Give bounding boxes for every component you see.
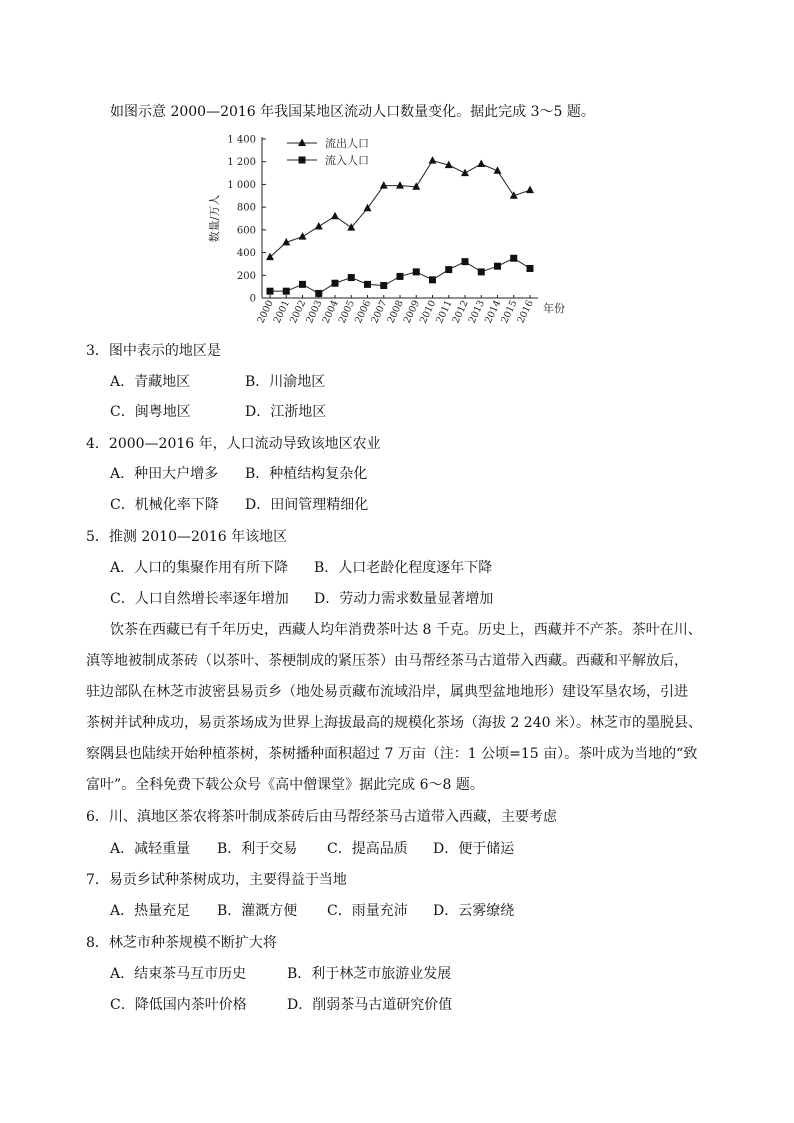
x-tick-label: 2006: [353, 298, 374, 326]
q7-option-b[interactable]: B．灌溉方便: [217, 903, 298, 919]
outflow-point: [299, 232, 307, 240]
q6-option-d[interactable]: D．便于储运: [433, 841, 515, 857]
x-tick-label: 2007: [369, 298, 390, 326]
outflow-point: [380, 181, 388, 189]
y-tick-label: 1 200: [227, 157, 256, 169]
q3-option-a[interactable]: A．青藏地区: [110, 374, 191, 390]
question-8-stem: 8．林芝市种茶规模不断扩大将: [86, 935, 277, 951]
question-4-stem: 4．2000—2016 年，人口流动导致该地区农业: [86, 436, 381, 452]
q6-option-a[interactable]: A．减轻重量: [110, 841, 191, 857]
passage-line-4: 茶树并试种成功，易贡茶场成为世界上海拔最高的规模化茶场（海拔 2 240 米）。林芝市的墨脱县、: [86, 715, 702, 731]
passage-line-1: 饮茶在西藏已有千年历史，西藏人均年消费茶叶达 8 千克。历史上，西藏并不产茶。茶叶在川、: [110, 622, 702, 638]
q6-option-b[interactable]: B．利于交易: [217, 841, 298, 857]
q5-option-c[interactable]: C．人口自然增长率逐年增加: [110, 591, 289, 607]
inflow-point: [510, 255, 517, 262]
y-tick-label: 1 000: [227, 179, 256, 191]
inflow-point: [315, 290, 322, 297]
q5-option-d[interactable]: D．劳动力需求数量显著增加: [314, 591, 494, 607]
intro-text: 如图示意 2000—2016 年我国某地区流动人口数量变化。据此完成 3～5 题。: [110, 104, 595, 120]
q3-option-b[interactable]: B．川渝地区: [245, 374, 326, 390]
question-5-stem: 5．推测 2010—2016 年该地区: [86, 529, 288, 545]
x-tick-label: 2009: [401, 298, 422, 326]
inflow-point: [397, 273, 404, 280]
legend-label-outflow: 流出人口: [325, 137, 369, 150]
outflow-point: [461, 169, 469, 177]
x-axis-label: 年份: [543, 302, 565, 315]
y-tick-label: 0: [249, 293, 256, 305]
y-tick-label: 1 400: [227, 134, 256, 146]
outflow-point: [266, 253, 274, 261]
q8-option-a[interactable]: A．结束茶马互市历史: [110, 966, 247, 982]
inflow-point: [494, 263, 501, 270]
x-tick-label: 2012: [450, 298, 471, 326]
x-tick-label: 2001: [271, 298, 292, 326]
x-tick-label: 2000: [255, 298, 276, 326]
inflow-point: [299, 281, 306, 288]
x-tick-label: 2010: [418, 298, 439, 326]
q3-option-c[interactable]: C．闽粤地区: [110, 404, 191, 420]
q3-option-d[interactable]: D．江浙地区: [245, 404, 327, 420]
x-tick-label: 2011: [434, 298, 455, 326]
outflow-point: [315, 222, 323, 230]
q7-option-d[interactable]: D．云雾缭绕: [433, 903, 515, 919]
inflow-point: [445, 266, 452, 273]
y-tick-label: 200: [236, 270, 256, 282]
legend-marker-inflow: [299, 157, 306, 164]
q8-option-b[interactable]: B．利于林芝市旅游业发展: [287, 966, 452, 982]
x-tick-label: 2003: [304, 298, 325, 326]
q4-option-b[interactable]: B．种植结构复杂化: [245, 466, 368, 482]
q7-option-a[interactable]: A．热量充足: [110, 903, 191, 919]
x-tick-label: 2015: [499, 298, 520, 326]
outflow-point: [396, 181, 404, 189]
outflow-point: [429, 156, 437, 164]
inflow-point: [364, 281, 371, 288]
q5-option-b[interactable]: B．人口老龄化程度逐年下降: [314, 560, 493, 576]
passage-line-2: 滇等地被制成茶砖（以茶叶、茶梗制成的紧压茶）由马帮经茶马古道带入西藏。西藏和平解放后，: [86, 653, 688, 669]
inflow-point: [527, 265, 534, 272]
x-tick-label: 2014: [483, 298, 504, 326]
q8-option-c[interactable]: C．降低国内茶叶价格: [110, 997, 247, 1013]
question-3-stem: 3．图中表示的地区是: [86, 343, 221, 359]
x-tick-label: 2005: [336, 298, 357, 326]
q7-option-c[interactable]: C．雨量充沛: [327, 903, 408, 919]
x-tick-label: 2004: [320, 298, 341, 326]
q4-option-d[interactable]: D．田间管理精细化: [245, 497, 369, 513]
passage-line-5: 察隅县也陆续开始种植茶树，茶树播种面积超过 7 万亩（注：1 公顷=15 亩）。茶叶成为当地的“致: [86, 746, 698, 762]
inflow-point: [413, 268, 420, 275]
passage-line-6: 富叶”。全科免费下载公众号《高中僧课堂》据此完成 6～8 题。: [86, 777, 484, 793]
x-tick-label: 2008: [385, 298, 406, 326]
x-tick-label: 2016: [515, 298, 536, 326]
chart-svg: [205, 127, 585, 327]
q4-option-a[interactable]: A．种田大户增多: [110, 466, 219, 482]
q5-option-a[interactable]: A．人口的集聚作用有所下降: [110, 560, 289, 576]
series-line-outflow: [270, 161, 530, 258]
population-chart: [205, 127, 585, 327]
question-6-stem: 6．川、滇地区茶农将茶叶制成茶砖后由马帮经茶马古道带入西藏，主要考虑: [86, 809, 557, 825]
inflow-point: [478, 268, 485, 275]
inflow-point: [380, 282, 387, 289]
outflow-point: [477, 159, 485, 167]
q8-option-d[interactable]: D．削弱茶马古道研究价值: [287, 997, 453, 1013]
q6-option-c[interactable]: C．提高品质: [327, 841, 408, 857]
y-tick-label: 400: [236, 248, 256, 260]
outflow-point: [526, 186, 534, 194]
inflow-point: [332, 280, 339, 287]
inflow-point: [462, 258, 469, 265]
inflow-point: [283, 288, 290, 295]
question-7-stem: 7．易贡乡试种茶树成功，主要得益于当地: [86, 872, 347, 888]
y-tick-label: 600: [236, 225, 256, 237]
q4-option-c[interactable]: C．机械化率下降: [110, 497, 219, 513]
x-tick-label: 2002: [288, 298, 309, 326]
outflow-point: [412, 182, 420, 190]
inflow-point: [348, 274, 355, 281]
outflow-point: [331, 212, 339, 220]
y-axis-label: 数量/万人: [208, 194, 221, 243]
y-tick-label: 800: [236, 202, 256, 214]
passage-line-3: 驻边部队在林芝市波密县易贡乡（地处易贡藏布流域沿岸，属典型盆地地形）建设军垦农场，引进: [86, 684, 688, 700]
inflow-point: [267, 288, 274, 295]
legend-label-inflow: 流入人口: [325, 154, 369, 167]
inflow-point: [429, 276, 436, 283]
x-tick-label: 2013: [466, 298, 487, 326]
legend-marker-outflow: [298, 139, 306, 147]
